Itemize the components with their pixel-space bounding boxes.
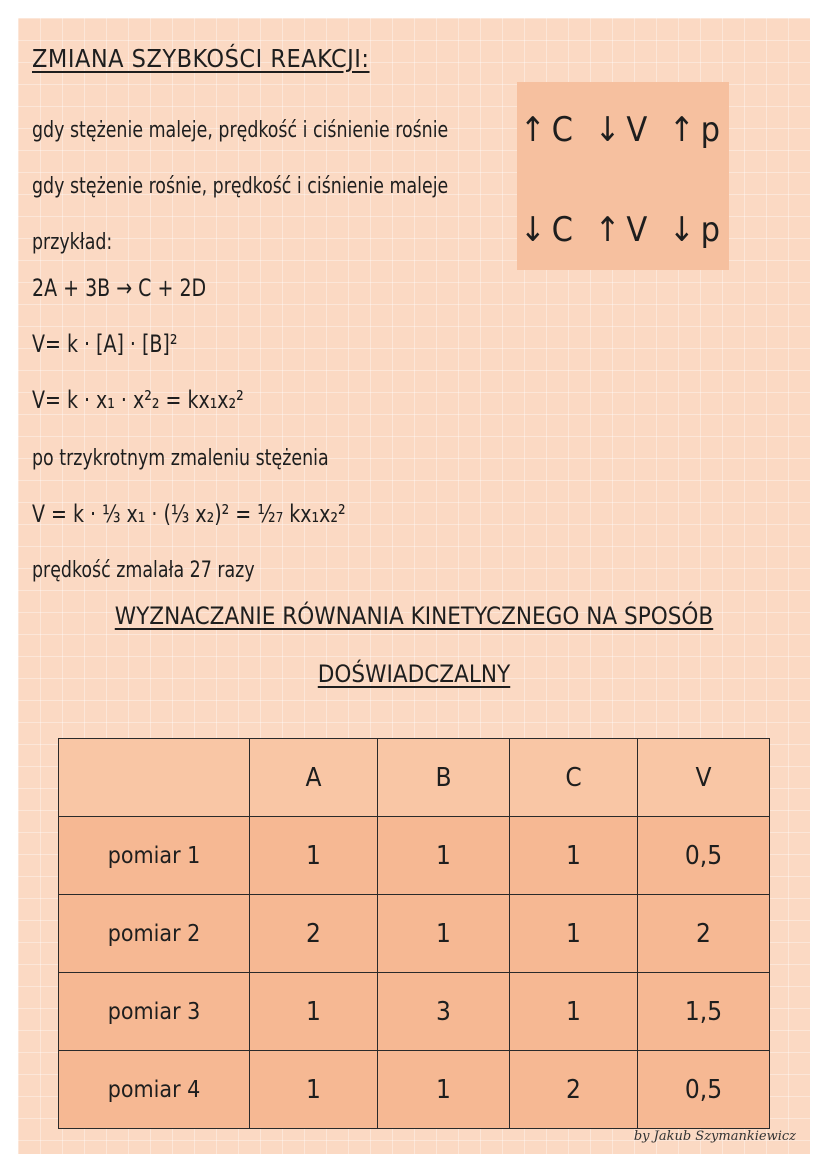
- note-line-4: po trzykrotnym zmaleniu stężenia: [32, 446, 329, 471]
- table-cell: 1: [378, 817, 510, 895]
- table-cell: pomiar 2: [59, 895, 250, 973]
- section-heading-line-1: WYZNACZANIE RÓWNANIA KINETYCZNEGO NA SPOSÓB: [114, 602, 714, 630]
- table-cell: 2: [250, 895, 378, 973]
- summary-box: [517, 82, 729, 270]
- table-cell: 1: [510, 895, 638, 973]
- table-cell: 1: [510, 973, 638, 1051]
- table-cell: 1: [250, 1051, 378, 1129]
- table-cell: 2: [638, 895, 770, 973]
- equation-rate-variables: V= k · x₁ · x²₂ = kx₁x₂²: [32, 386, 244, 414]
- equation-reaction: 2A + 3B → C + 2D: [32, 274, 207, 302]
- note-line-2: gdy stężenie rośnie, prędkość i ciśnienie maleje: [32, 174, 449, 199]
- table-cell: pomiar 3: [59, 973, 250, 1051]
- equation-rate-reduced: V = k · ⅓ x₁ · (⅓ x₂)² = ¹⁄₂₇ kx₁x₂²: [32, 500, 346, 528]
- page-title: ZMIANA SZYBKOŚCI REAKCJI:: [32, 44, 370, 73]
- kinetics-table: [58, 738, 770, 1129]
- table-cell: 1,5: [638, 973, 770, 1051]
- table-header-cell: B: [378, 739, 510, 817]
- table-cell: 1: [378, 895, 510, 973]
- note-line-3: przykład:: [32, 230, 113, 255]
- table-cell: 1: [510, 817, 638, 895]
- table-cell: 3: [378, 973, 510, 1051]
- table-cell: 0,5: [638, 1051, 770, 1129]
- table-cell: 1: [378, 1051, 510, 1129]
- table-row: [59, 973, 770, 1051]
- table-cell: pomiar 1: [59, 817, 250, 895]
- summary-row-2: ↓C ↑V ↓p: [519, 210, 727, 250]
- table-header-cell: C: [510, 739, 638, 817]
- note-line-1: gdy stężenie maleje, prędkość i ciśnienie rośnie: [32, 118, 449, 143]
- table-header-row: [59, 739, 770, 817]
- equation-rate: V= k · [A] · [B]²: [32, 330, 178, 358]
- table-cell: 0,5: [638, 817, 770, 895]
- author-signature: by Jakub Szymankiewicz: [633, 1129, 796, 1144]
- table-row: [59, 817, 770, 895]
- table-header-cell: V: [638, 739, 770, 817]
- summary-row-1: ↑C ↓V ↑p: [519, 110, 727, 150]
- table-header-cell: [59, 739, 250, 817]
- table-cell: 1: [250, 973, 378, 1051]
- table-cell: pomiar 4: [59, 1051, 250, 1129]
- table-cell: 1: [250, 817, 378, 895]
- table-row: [59, 895, 770, 973]
- section-heading-line-2: DOŚWIADCZALNY: [317, 660, 511, 688]
- table-header-cell: A: [250, 739, 378, 817]
- note-page: [18, 18, 810, 1154]
- table-cell: 2: [510, 1051, 638, 1129]
- table-row: [59, 1051, 770, 1129]
- note-line-5: prędkość zmalała 27 razy: [32, 558, 255, 583]
